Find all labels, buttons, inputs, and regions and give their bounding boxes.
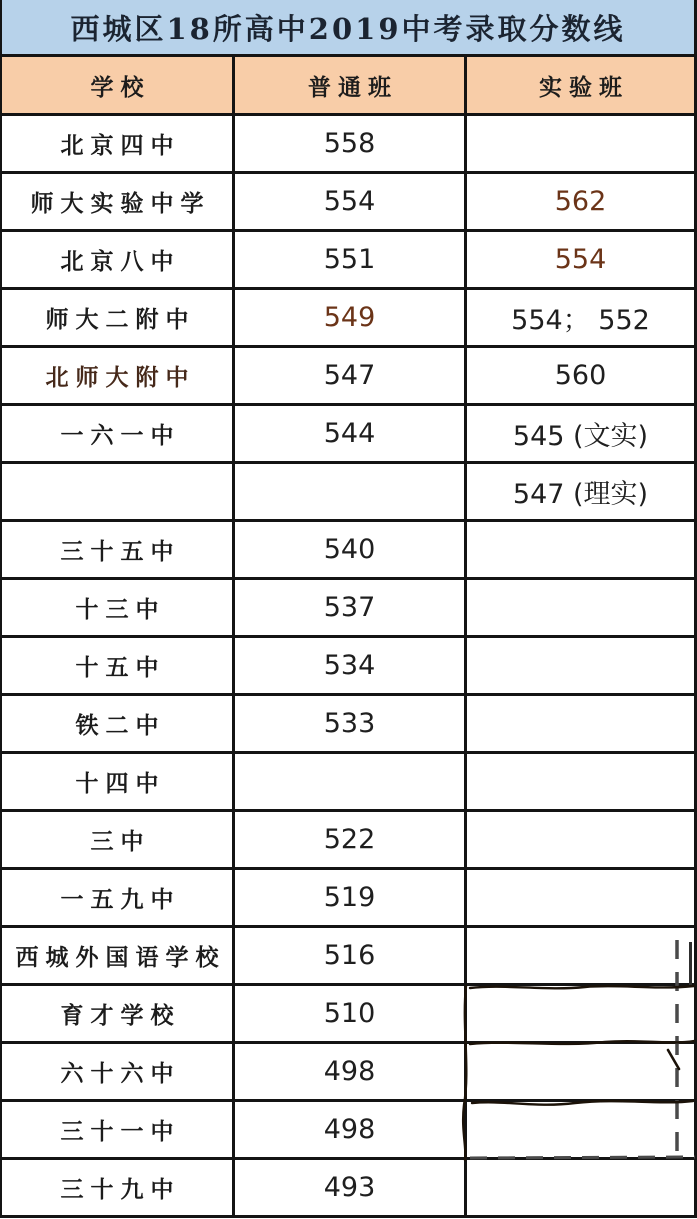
experimental-score: 554: [464, 232, 694, 287]
column-header-experimental-class: 实验班: [464, 57, 694, 113]
experimental-score: 562: [464, 174, 694, 229]
regular-score: 533: [232, 696, 464, 751]
experimental-score: [464, 580, 694, 635]
experimental-score: [464, 812, 694, 867]
regular-score: 522: [232, 812, 464, 867]
table-title-bar: [2, 0, 694, 57]
school-name: 北京四中: [60, 132, 181, 159]
regular-score: 544: [232, 406, 464, 461]
regular-score: 540: [232, 522, 464, 577]
regular-score: [232, 754, 464, 809]
regular-score: 516: [232, 928, 464, 983]
school-name: 十四中: [75, 770, 166, 797]
school-name: 北京八中: [60, 248, 181, 275]
column-header-regular-class: 普通班: [232, 57, 464, 113]
table-row: [2, 1102, 694, 1160]
experimental-score: [464, 986, 694, 1041]
table-row: [2, 116, 694, 174]
experimental-score: 554； 552: [464, 290, 694, 345]
regular-score: 549: [232, 290, 464, 345]
experimental-score: [464, 1044, 694, 1099]
experimental-score: [464, 754, 694, 809]
experimental-score: [464, 116, 694, 171]
regular-score: 510: [232, 986, 464, 1041]
school-name: [2, 464, 232, 519]
school-name: 师大二附中: [45, 306, 196, 333]
table-header-row: [2, 57, 694, 116]
regular-score: 498: [232, 1044, 464, 1099]
school-name: 十三中: [75, 596, 166, 623]
school-name: 铁二中: [75, 712, 166, 739]
table-row: [2, 464, 694, 522]
school-name: 三十五中: [60, 538, 181, 565]
table-row: [2, 870, 694, 928]
table-row: [2, 174, 694, 232]
table-row: [2, 290, 694, 348]
regular-score: 558: [232, 116, 464, 171]
experimental-score: 560: [464, 348, 694, 403]
regular-score: 551: [232, 232, 464, 287]
school-name: 北师大附中: [45, 364, 196, 391]
table-row: [2, 638, 694, 696]
column-header-school: 学校: [90, 73, 151, 101]
table-row: [2, 1044, 694, 1102]
school-name: 一五九中: [60, 886, 181, 913]
experimental-score: [464, 522, 694, 577]
experimental-score: 547 (理实): [464, 464, 694, 519]
experimental-score: [464, 870, 694, 925]
experimental-score: 545 (文实): [464, 406, 694, 461]
table-row: [2, 928, 694, 986]
regular-score: 493: [232, 1160, 464, 1215]
regular-score: 498: [232, 1102, 464, 1157]
school-name: 十五中: [75, 654, 166, 681]
school-name: 三十九中: [60, 1176, 181, 1203]
table-row: [2, 580, 694, 638]
school-name: 三十一中: [60, 1118, 181, 1145]
experimental-score: [464, 638, 694, 693]
regular-score: 537: [232, 580, 464, 635]
table-row: [2, 812, 694, 870]
school-name: 西城外国语学校: [15, 944, 226, 971]
experimental-score: [464, 1160, 694, 1215]
experimental-score: [464, 696, 694, 751]
experimental-score: [464, 1102, 694, 1157]
school-name: 三中: [90, 828, 151, 855]
regular-score: 534: [232, 638, 464, 693]
school-name: 六十六中: [60, 1060, 181, 1087]
experimental-score: [464, 928, 694, 983]
school-name: 育才学校: [60, 1002, 181, 1029]
table-row: [2, 754, 694, 812]
school-name: 一六一中: [60, 422, 181, 449]
regular-score: 554: [232, 174, 464, 229]
table-title: 西城区18所高中2019中考录取分数线: [70, 11, 626, 46]
school-name: 师大实验中学: [30, 190, 211, 217]
regular-score: 519: [232, 870, 464, 925]
table-row: [2, 696, 694, 754]
table-row: [2, 986, 694, 1044]
table-row: [2, 232, 694, 290]
regular-score: 547: [232, 348, 464, 403]
table-row: [2, 348, 694, 406]
table-row: [2, 1160, 694, 1218]
table-row: [2, 406, 694, 464]
table-row: [2, 522, 694, 580]
regular-score: [232, 464, 464, 519]
